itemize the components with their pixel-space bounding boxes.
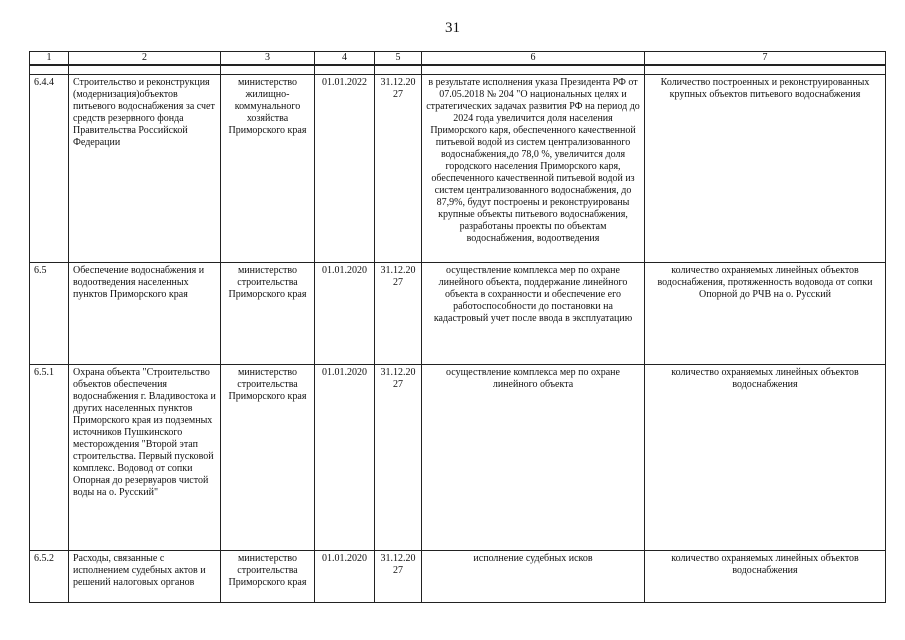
row-start-date: 01.01.2020	[315, 365, 375, 551]
row-name: Строительство и реконструкция (модернизация)объектов питьевого водоснабжения за счет средств резервного фонда Правительства Российской Федерации	[69, 75, 221, 263]
row-executor: министерство жилищно-коммунального хозяйства Приморского края	[221, 75, 315, 263]
row-end-date: 31.12.2027	[375, 365, 422, 551]
table-row	[30, 365, 886, 551]
header-row	[30, 52, 886, 66]
row-end-date: 31.12.2027	[375, 75, 422, 263]
row-number: 6.5	[30, 263, 69, 365]
row-result: исполнение судебных исков	[422, 551, 645, 603]
row-result: в результате исполнения указа Президента РФ от 07.05.2018 № 204 "О национальных целях и стратегических задачах развития РФ на период до 2024 года увеличится доля населения Приморского каря, обеспеченного качественной питьевой водой из систем централизованного водоснабжения,до 78,0 %, увеличится доля городского населения Приморского каря, обеспеченного качественной питьевой водой из систем централизованного водоснабжения, до 87,9%, будут построены и реконструированы крупные объекты питьевого водоснабжения, разработаны проекты по объектам водоснабжения, водоотведения	[422, 75, 645, 263]
header-cell: 4	[315, 52, 375, 66]
header-cell: 5	[375, 52, 422, 66]
row-number: 6.4.4	[30, 75, 69, 263]
row-name: Охрана объекта "Строительство объектов обеспечения водоснабжения г. Владивостока и других населенных пунктов Приморского края из подземных источников Пушкинского месторождения "Второй этап строительства. Первый пусковой комплекс. Водовод от сопки Опорная до резервуаров чистой воды на о. Русский"	[69, 365, 221, 551]
row-indicator: количество охраняемых линейных объектов водоснабжения	[645, 365, 886, 551]
row-end-date: 31.12.2027	[375, 551, 422, 603]
row-start-date: 01.01.2020	[315, 263, 375, 365]
row-name: Обеспечение водоснабжения и водоотведения населенных пунктов Приморского края	[69, 263, 221, 365]
spacer-row	[30, 65, 886, 75]
header-cell: 7	[645, 52, 886, 66]
table-row	[30, 551, 886, 603]
table-row	[30, 75, 886, 263]
header-cell: 6	[422, 52, 645, 66]
row-result: осуществление комплекса мер по охране линейного объекта, поддержание линейного объекта в сохранности и обеспечение его работоспособности до постановки на кадастровый учет после ввода в эксплуатацию	[422, 263, 645, 365]
row-number: 6.5.1	[30, 365, 69, 551]
row-executor: министерство строительства Приморского края	[221, 551, 315, 603]
header-cell: 3	[221, 52, 315, 66]
page-number: 31	[445, 20, 460, 36]
header-cell: 2	[69, 52, 221, 66]
row-end-date: 31.12.2027	[375, 263, 422, 365]
row-indicator: Количество построенных и реконструированных крупных объектов питьевого водоснабжения	[645, 75, 886, 263]
header-cell: 1	[30, 52, 69, 66]
row-number: 6.5.2	[30, 551, 69, 603]
row-start-date: 01.01.2020	[315, 551, 375, 603]
table-row	[30, 263, 886, 365]
row-result: осуществление комплекса мер по охране линейного объекта	[422, 365, 645, 551]
row-executor: министерство строительства Приморского края	[221, 263, 315, 365]
row-indicator: количество охраняемых линейных объектов водоснабжения, протяженность водовода от сопки Опорной до РЧВ на о. Русский	[645, 263, 886, 365]
row-name: Расходы, связанные с исполнением судебных актов и решений налоговых органов	[69, 551, 221, 603]
row-start-date: 01.01.2022	[315, 75, 375, 263]
row-indicator: количество охраняемых линейных объектов водоснабжения	[645, 551, 886, 603]
program-table	[29, 51, 886, 603]
row-executor: министерство строительства Приморского края	[221, 365, 315, 551]
